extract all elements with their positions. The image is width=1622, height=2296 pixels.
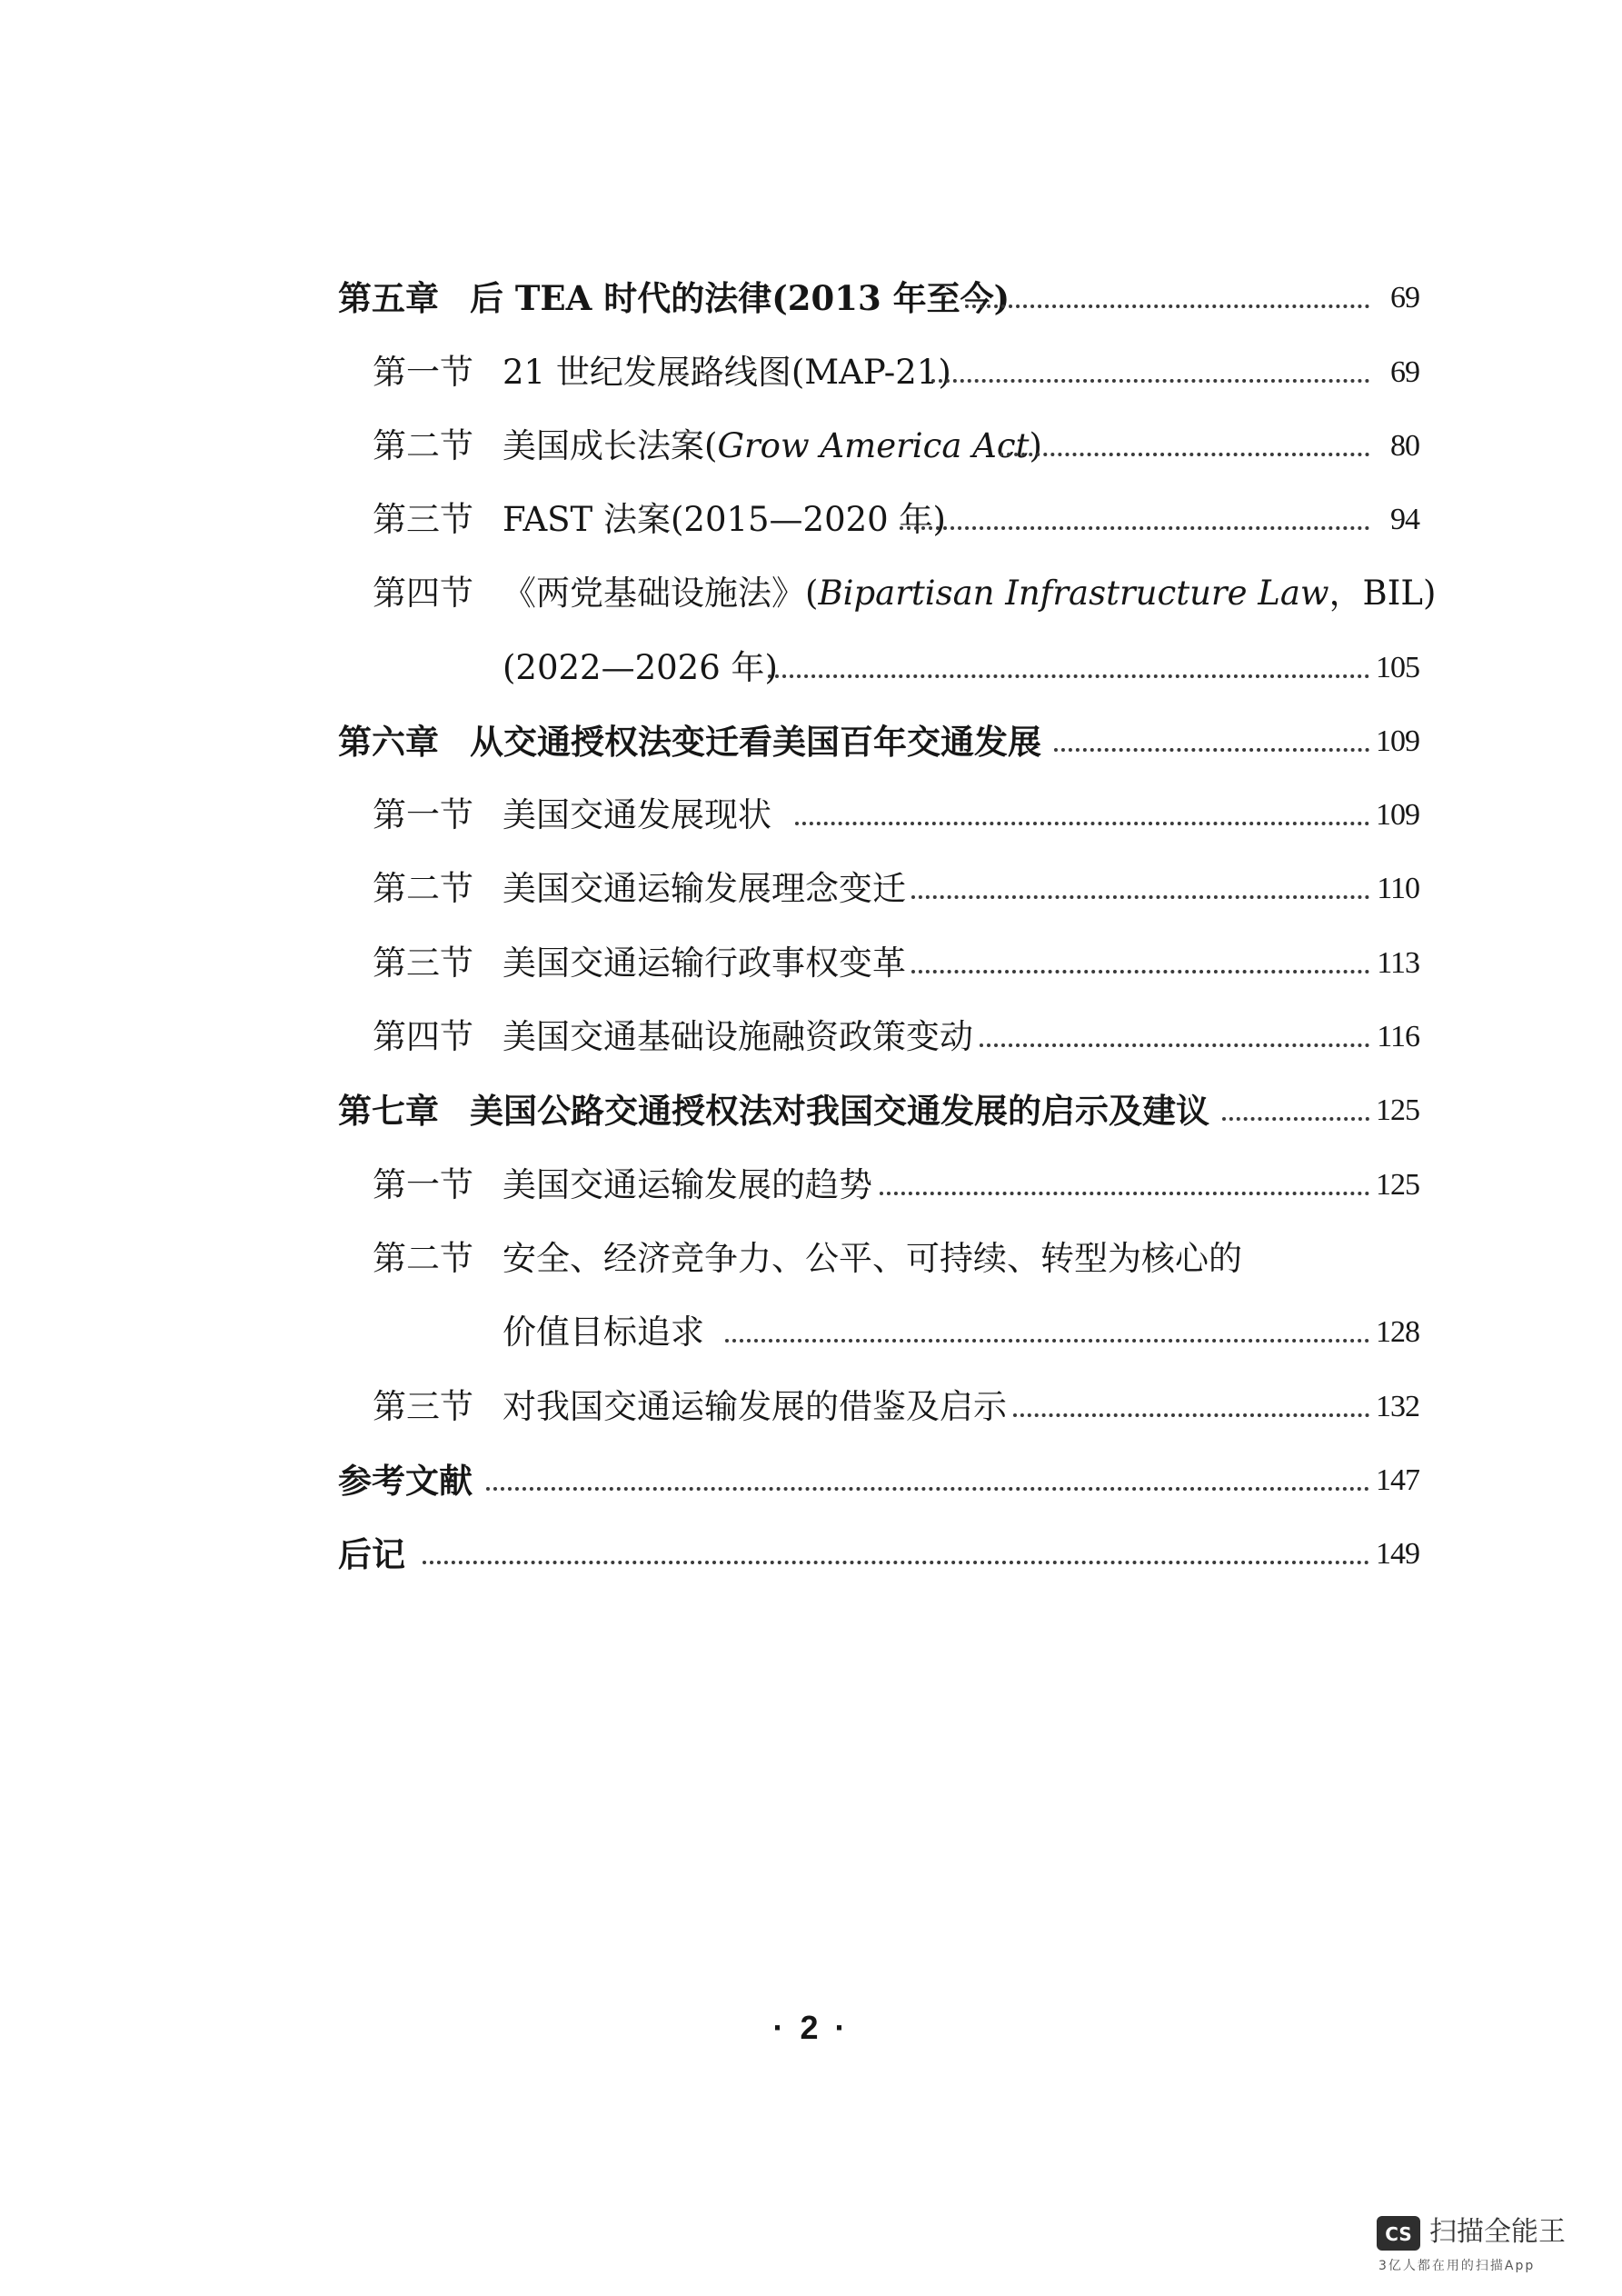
page-ref: 116 [1377, 1020, 1419, 1053]
toc-references [0, 1453, 1622, 1508]
section-title: 美国交通运输发展的趋势 [503, 1165, 872, 1204]
chapter-label: 第七章 [338, 1091, 439, 1131]
section-label: 第二节 [373, 1239, 473, 1278]
dot-leader [880, 1192, 1369, 1195]
dot-leader [965, 304, 1369, 308]
cs-logo-icon [1377, 2216, 1420, 2251]
section-label: 第二节 [373, 869, 473, 908]
dot-leader [1054, 748, 1369, 752]
toc-section [0, 566, 1622, 621]
dot-leader [980, 1043, 1369, 1047]
toc-section-continuation [0, 1305, 1622, 1360]
section-label: 第三节 [373, 1387, 473, 1426]
section-label: 第一节 [373, 1165, 473, 1204]
section-title-continuation: (2022—2026 年) [503, 648, 778, 687]
page-ref: 109 [1376, 724, 1419, 758]
references-label: 参考文献 [338, 1461, 473, 1501]
page-number: · 2 · [772, 2009, 850, 2046]
watermark-subtitle: 3亿人都在用的扫描App [1378, 2259, 1536, 2273]
dot-leader [486, 1487, 1369, 1491]
section-title: 美国交通发展现状 [503, 795, 771, 834]
section-label: 第三节 [373, 943, 473, 983]
section-label: 第一节 [373, 353, 473, 392]
page-ref: 113 [1377, 946, 1419, 980]
title-suffix: ) [1029, 426, 1042, 465]
page-ref: 109 [1376, 798, 1419, 832]
toc-section [0, 1158, 1622, 1213]
dot-leader [911, 895, 1369, 899]
dot-leader [725, 1339, 1369, 1343]
page-ref: 149 [1376, 1537, 1419, 1571]
chapter-label: 第六章 [338, 722, 439, 762]
section-title: 美国交通运输发展理念变迁 [503, 869, 906, 908]
title-italic: Bipartisan Infrastructure Law [818, 574, 1329, 613]
section-label: 第一节 [373, 795, 473, 834]
scanner-watermark [1377, 2207, 1595, 2278]
toc-section [0, 493, 1622, 547]
page-ref: 125 [1376, 1093, 1419, 1127]
toc-chapter-7 [0, 1083, 1622, 1138]
chapter-label: 第五章 [338, 278, 439, 318]
title-suffix: ，BIL) [1328, 574, 1437, 613]
section-title-continuation: 价值目标追求 [503, 1313, 704, 1352]
toc-section [0, 419, 1622, 474]
dot-leader [911, 970, 1369, 973]
toc-section [0, 1010, 1622, 1064]
toc-section-continuation [0, 641, 1622, 695]
section-title: 对我国交通运输发展的借鉴及启示 [503, 1387, 1007, 1426]
section-title [503, 419, 1042, 474]
title-italic: Grow America Act [717, 426, 1030, 465]
dot-leader [423, 1561, 1369, 1564]
watermark-app-name: 扫描全能王 [1429, 2216, 1566, 2248]
chapter-title: 美国公路交通授权法对我国交通发展的启示及建议 [470, 1091, 1209, 1131]
toc-chapter-6 [0, 714, 1622, 769]
title-prefix: 《两党基础设施法》( [503, 574, 819, 613]
dot-leader [1222, 1117, 1369, 1121]
section-label: 第三节 [373, 500, 473, 539]
cs-logo-graphic [1377, 2216, 1420, 2251]
toc-chapter-5 [0, 271, 1622, 325]
page-ref: 105 [1376, 651, 1419, 684]
page-ref: 94 [1390, 503, 1419, 536]
page-ref: 132 [1376, 1390, 1419, 1423]
page-ref: 128 [1376, 1315, 1419, 1349]
section-label: 第二节 [373, 426, 473, 465]
dot-leader [795, 822, 1369, 825]
section-title: 21 世纪发展路线图(MAP-21) [503, 353, 951, 392]
toc-section [0, 936, 1622, 991]
section-label: 第四节 [373, 574, 473, 613]
chapter-title: 从交通授权法变迁看美国百年交通发展 [470, 722, 1041, 762]
dot-leader [1013, 1413, 1369, 1417]
toc-afterword [0, 1527, 1622, 1582]
dot-leader [900, 526, 1369, 530]
toc-section [0, 862, 1622, 916]
page-ref: 147 [1376, 1463, 1419, 1497]
section-title: 美国交通运输行政事权变革 [503, 943, 906, 983]
section-title: 安全、经济竞争力、公平、可持续、转型为核心的 [503, 1239, 1242, 1278]
page-ref: 69 [1390, 281, 1419, 314]
dot-leader [931, 379, 1369, 383]
cs-logo-text: CS [1385, 2223, 1412, 2245]
dot-leader [768, 674, 1369, 678]
toc-section [0, 1380, 1622, 1434]
page-ref: 125 [1376, 1168, 1419, 1202]
title-prefix: 美国成长法案( [503, 426, 718, 465]
toc-section [0, 1232, 1622, 1286]
page-ref: 69 [1390, 355, 1419, 389]
toc-section [0, 345, 1622, 400]
section-title [503, 566, 1436, 621]
section-title: 美国交通基础设施融资政策变动 [503, 1017, 973, 1056]
page-ref: 80 [1390, 429, 1419, 463]
section-label: 第四节 [373, 1017, 473, 1056]
section-title: FAST 法案(2015—2020 年) [503, 500, 946, 539]
afterword-label: 后记 [338, 1534, 405, 1574]
page-ref: 110 [1377, 872, 1419, 905]
toc-section [0, 788, 1622, 843]
chapter-title: 后 TEA 时代的法律(2013 年至今) [470, 278, 1010, 318]
dot-leader [1000, 453, 1369, 456]
